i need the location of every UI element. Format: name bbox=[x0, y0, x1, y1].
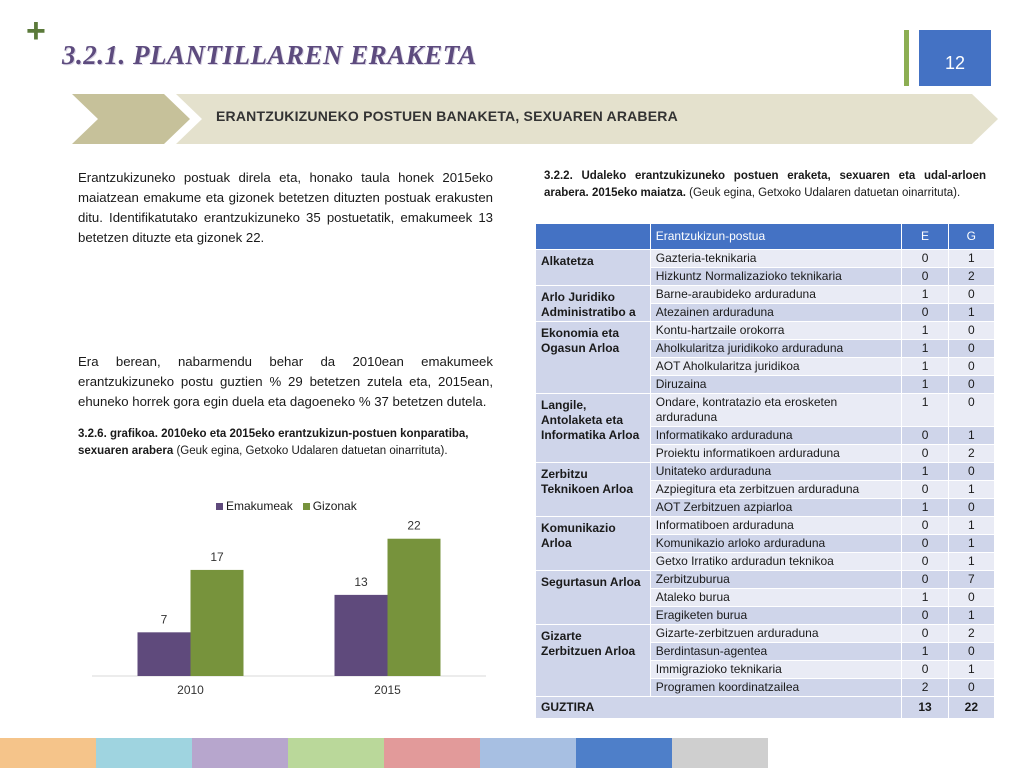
women-count-cell: 0 bbox=[902, 445, 948, 463]
bar-emakumeak-2010 bbox=[138, 632, 191, 676]
post-cell: Getxo Irratiko arduradun teknikoa bbox=[650, 553, 902, 571]
footer-block bbox=[480, 738, 576, 768]
post-cell: Kontu-hartzaile orokorra bbox=[650, 322, 902, 340]
category-label: 2010 bbox=[177, 683, 204, 697]
women-count-cell: 0 bbox=[902, 607, 948, 625]
table-row bbox=[536, 463, 995, 481]
women-count-cell: 0 bbox=[902, 427, 948, 445]
women-count-cell: 1 bbox=[902, 589, 948, 607]
area-cell: Zerbitzu Teknikoen Arloa bbox=[536, 463, 651, 517]
post-cell: Diruzaina bbox=[650, 376, 902, 394]
men-count-cell: 0 bbox=[948, 340, 994, 358]
women-count-cell: 0 bbox=[902, 553, 948, 571]
women-count-cell: 1 bbox=[902, 463, 948, 481]
women-count-cell: 1 bbox=[902, 499, 948, 517]
post-cell: Aholkularitza juridikoko arduraduna bbox=[650, 340, 902, 358]
men-count-cell: 0 bbox=[948, 322, 994, 340]
men-count-cell: 1 bbox=[948, 427, 994, 445]
post-cell: Azpiegitura eta zerbitzuen arduraduna bbox=[650, 481, 902, 499]
women-count-cell: 0 bbox=[902, 268, 948, 286]
men-count-cell: 0 bbox=[948, 463, 994, 481]
legend-label: Emakumeak bbox=[226, 499, 293, 513]
page-title: 3.2.1. PLANTILLAREN ERAKETA bbox=[62, 40, 477, 70]
men-count-cell: 1 bbox=[948, 481, 994, 499]
chart-caption-title: 3.2.6. grafikoa. 2010eko eta 2015eko erantzukizun-postuen konparatiba, sexuaren arabera bbox=[78, 428, 469, 457]
chart-caption bbox=[78, 426, 498, 460]
data-label: 17 bbox=[210, 549, 224, 564]
total-men: 22 bbox=[948, 697, 994, 719]
header-area bbox=[536, 224, 651, 250]
bar-chart bbox=[72, 490, 502, 710]
post-cell: Berdintasun-agentea bbox=[650, 643, 902, 661]
footer-block bbox=[0, 738, 96, 768]
post-cell: Komunikazio arloko arduraduna bbox=[650, 535, 902, 553]
data-label: 13 bbox=[354, 574, 368, 589]
post-cell: Atezainen arduraduna bbox=[650, 304, 902, 322]
section-heading: ERANTZUKIZUNEKO POSTUEN BANAKETA, SEXUAREN ARABERA bbox=[216, 108, 678, 124]
men-count-cell: 2 bbox=[948, 445, 994, 463]
banner-chevron bbox=[72, 94, 190, 144]
post-cell: Unitateko arduraduna bbox=[650, 463, 902, 481]
women-count-cell: 1 bbox=[902, 286, 948, 304]
category-label: 2015 bbox=[374, 683, 401, 697]
legend-label: Gizonak bbox=[312, 499, 357, 513]
men-count-cell: 1 bbox=[948, 304, 994, 322]
post-cell: AOT Zerbitzuen azpiarloa bbox=[650, 499, 902, 517]
post-cell: Gazteria-teknikaria bbox=[650, 250, 902, 268]
post-cell: Informatikako arduraduna bbox=[650, 427, 902, 445]
men-count-cell: 1 bbox=[948, 607, 994, 625]
men-count-cell: 2 bbox=[948, 625, 994, 643]
men-count-cell: 0 bbox=[948, 499, 994, 517]
bar-emakumeak-2015 bbox=[335, 595, 388, 676]
header-e: E bbox=[902, 224, 948, 250]
table-header-row bbox=[536, 224, 995, 250]
bar-gizonak-2015 bbox=[388, 539, 441, 676]
table-caption bbox=[544, 168, 986, 202]
table-row bbox=[536, 322, 995, 340]
women-count-cell: 0 bbox=[902, 571, 948, 589]
footer-color-strip bbox=[0, 738, 1024, 768]
header-post: Erantzukizun-postua bbox=[650, 224, 902, 250]
footer-block bbox=[384, 738, 480, 768]
men-count-cell: 0 bbox=[948, 643, 994, 661]
chart-caption-source: (Geuk egina, Getxoko Udalaren datuetan oinarrituta). bbox=[173, 445, 448, 457]
women-count-cell: 0 bbox=[902, 661, 948, 679]
area-cell: Segurtasun Arloa bbox=[536, 571, 651, 625]
men-count-cell: 0 bbox=[948, 589, 994, 607]
women-count-cell: 0 bbox=[902, 535, 948, 553]
women-count-cell: 1 bbox=[902, 643, 948, 661]
women-count-cell: 0 bbox=[902, 517, 948, 535]
post-cell: Informatiboen arduraduna bbox=[650, 517, 902, 535]
area-cell: Komunikazio Arloa bbox=[536, 517, 651, 571]
post-cell: Ondare, kontratazio eta erosketen arduraduna bbox=[650, 394, 902, 427]
table-row bbox=[536, 286, 995, 304]
women-count-cell: 1 bbox=[902, 394, 948, 427]
post-cell: Programen koordinatzailea bbox=[650, 679, 902, 697]
trend-paragraph: Era berean, nabarmendu behar da 2010ean emakumeek erantzukizuneko postu guztien % 29 betetzen zutela eta, 2015ean, ehuneko horrek gora egin duela eta dagoeneko % 37 betetzen dutela. bbox=[78, 354, 493, 409]
women-count-cell: 0 bbox=[902, 481, 948, 499]
men-count-cell: 0 bbox=[948, 394, 994, 427]
men-count-cell: 0 bbox=[948, 679, 994, 697]
intro-paragraph: Erantzukizuneko postuak direla eta, honako taula honek 2015eko maiatzean emakume eta gizonek betetzen dituzten postuak erakusten ditu. Identifikatutako erantzukizuneko 35 postuetatik, emakumeek 13 betetzen dituzte eta gizonek 22. bbox=[78, 170, 493, 245]
women-count-cell: 0 bbox=[902, 304, 948, 322]
men-count-cell: 0 bbox=[948, 376, 994, 394]
data-label: 7 bbox=[160, 612, 168, 627]
men-count-cell: 1 bbox=[948, 553, 994, 571]
post-cell: Ataleko burua bbox=[650, 589, 902, 607]
women-count-cell: 1 bbox=[902, 322, 948, 340]
total-row bbox=[536, 697, 995, 719]
post-cell: Barne-araubideko arduraduna bbox=[650, 286, 902, 304]
page-number: 12 bbox=[919, 30, 991, 86]
accent-bar bbox=[904, 30, 909, 86]
footer-block bbox=[672, 738, 768, 768]
post-cell: Proiektu informatikoen arduraduna bbox=[650, 445, 902, 463]
post-cell: Eragiketen burua bbox=[650, 607, 902, 625]
men-count-cell: 1 bbox=[948, 250, 994, 268]
header-g: G bbox=[948, 224, 994, 250]
table-row bbox=[536, 250, 995, 268]
men-count-cell: 0 bbox=[948, 358, 994, 376]
area-cell: Langile, Antolaketa eta Informatika Arloa bbox=[536, 394, 651, 463]
table-caption-title: 3.2.2. Udaleko erantzukizuneko postuen eraketa, sexuaren eta udal-arloen arabera. 2015eko maiatza. bbox=[544, 170, 986, 199]
data-label: 22 bbox=[407, 518, 421, 533]
women-count-cell: 2 bbox=[902, 679, 948, 697]
table-row bbox=[536, 625, 995, 643]
footer-block bbox=[288, 738, 384, 768]
men-count-cell: 0 bbox=[948, 286, 994, 304]
total-label: GUZTIRA bbox=[536, 697, 902, 719]
footer-block bbox=[192, 738, 288, 768]
women-count-cell: 1 bbox=[902, 358, 948, 376]
women-count-cell: 0 bbox=[902, 625, 948, 643]
post-cell: Gizarte-zerbitzuen arduraduna bbox=[650, 625, 902, 643]
table-caption-source: (Geuk egina, Getxoko Udalaren datuetan oinarrituta). bbox=[685, 187, 961, 199]
plus-icon: + bbox=[26, 12, 46, 50]
women-count-cell: 1 bbox=[902, 376, 948, 394]
post-cell: Immigrazioko teknikaria bbox=[650, 661, 902, 679]
table-row bbox=[536, 394, 995, 427]
table-row bbox=[536, 517, 995, 535]
women-count-cell: 1 bbox=[902, 340, 948, 358]
post-cell: Hizkuntz Normalizazioko teknikaria bbox=[650, 268, 902, 286]
men-count-cell: 1 bbox=[948, 661, 994, 679]
area-cell: Gizarte Zerbitzuen Arloa bbox=[536, 625, 651, 697]
post-cell: Zerbitzuburua bbox=[650, 571, 902, 589]
area-cell: Ekonomia eta Ogasun Arloa bbox=[536, 322, 651, 394]
table-row bbox=[536, 571, 995, 589]
area-cell: Alkatetza bbox=[536, 250, 651, 286]
women-count-cell: 0 bbox=[902, 250, 948, 268]
area-cell: Arlo Juridiko Administratibo a bbox=[536, 286, 651, 322]
post-cell: AOT Aholkularitza juridikoa bbox=[650, 358, 902, 376]
total-women: 13 bbox=[902, 697, 948, 719]
bar-gizonak-2010 bbox=[191, 570, 244, 676]
men-count-cell: 1 bbox=[948, 517, 994, 535]
positions-table bbox=[535, 223, 995, 719]
footer-block bbox=[96, 738, 192, 768]
men-count-cell: 2 bbox=[948, 268, 994, 286]
men-count-cell: 1 bbox=[948, 535, 994, 553]
footer-block bbox=[576, 738, 672, 768]
men-count-cell: 7 bbox=[948, 571, 994, 589]
